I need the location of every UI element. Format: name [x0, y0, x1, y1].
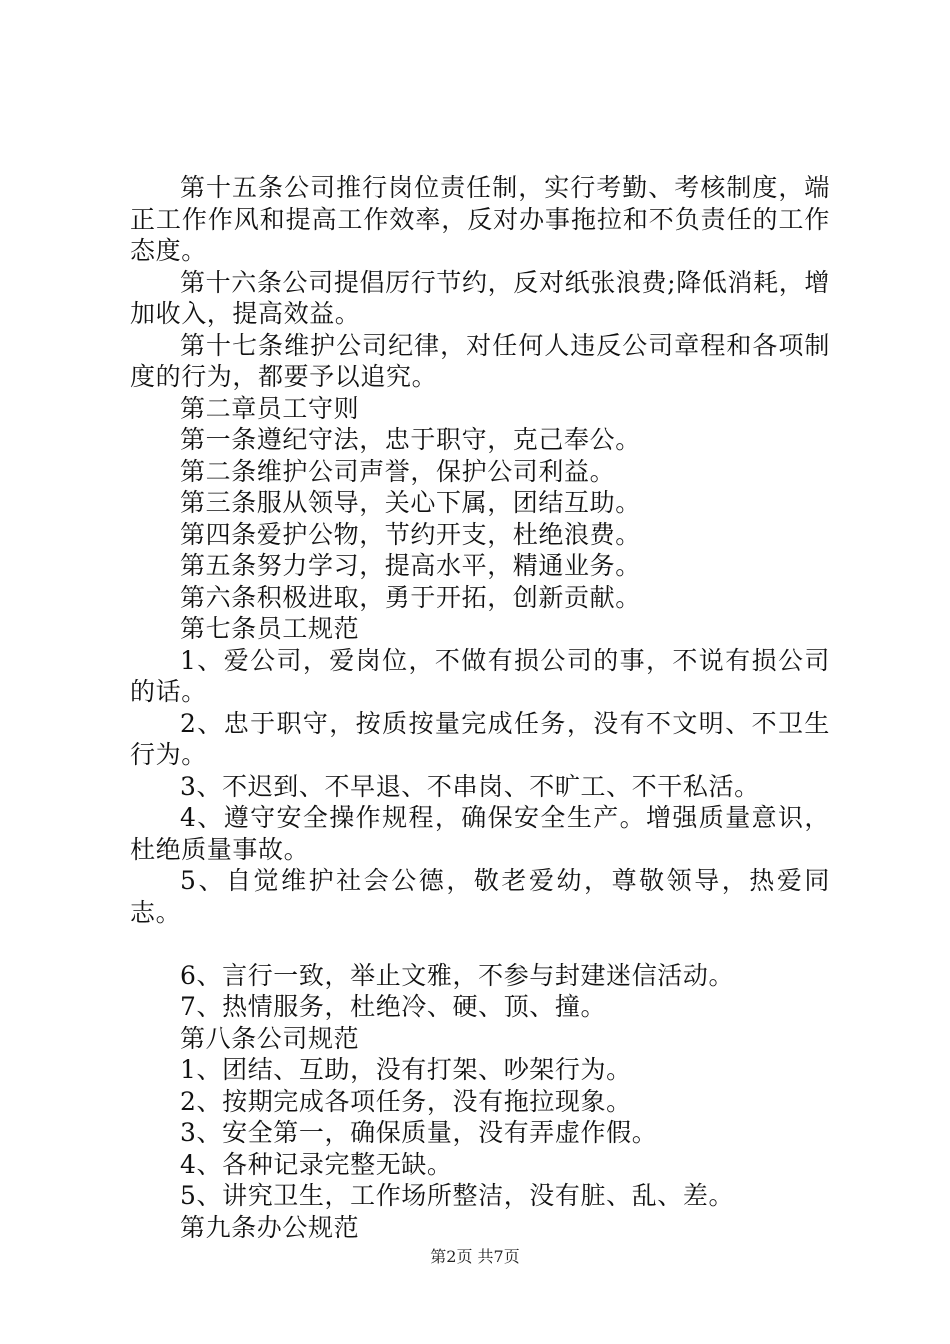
section-heading-employee-norms: 第七条员工规范 [180, 614, 360, 643]
chapter-heading: 第二章员工守则 [180, 393, 360, 423]
list-item-employee-1: 1、爱公司，爱岗位，不做有损公司的事，不说有损公司的话。 [130, 645, 830, 706]
paragraph-article-15: 第十五条公司推行岗位责任制，实行考勤、考核制度，端正工作作风和提高工作效率，反对办事拖拉和不负责任的工作态度。 [130, 173, 830, 265]
paragraph-rule-2: 第二条维护公司声誉，保护公司利益。 [180, 456, 616, 486]
list-item-employee-5: 5、自觉维护社会公德，敬老爱幼，尊敬领导，热爱同志。 [130, 866, 830, 927]
paragraph-rule-5: 第五条努力学习，提高水平，精通业务。 [180, 551, 641, 580]
list-item-company-3: 3、安全第一，确保质量，没有弄虚作假。 [180, 1118, 658, 1147]
section-heading-company-norms: 第八条公司规范 [180, 1023, 360, 1053]
list-item-employee-3: 3、不迟到、不早退、不串岗、不旷工、不干私活。 [180, 771, 760, 801]
list-item-company-4: 4、各种记录完整无缺。 [180, 1149, 453, 1179]
list-item-company-2: 2、按期完成各项任务，没有拖拉现象。 [180, 1086, 632, 1116]
document-body [130, 172, 830, 1243]
paragraph-article-17: 第十七条维护公司纪律，对任何人违反公司章程和各项制度的行为，都要予以追究。 [130, 330, 830, 391]
list-item-company-1: 1、团结、互助，没有打架、吵架行为。 [180, 1055, 632, 1084]
paragraph-rule-6: 第六条积极进取，勇于开拓，创新贡献。 [180, 582, 641, 612]
list-item-employee-4: 4、遵守安全操作规程，确保安全生产。增强质量意识，杜绝质量事故。 [130, 803, 830, 864]
paragraph-article-16: 第十六条公司提倡厉行节约，反对纸张浪费;降低消耗，增加收入，提高效益。 [130, 267, 830, 328]
section-heading-office-norms: 第九条办公规范 [180, 1212, 360, 1242]
list-item-employee-7: 7、热情服务，杜绝冷、硬、顶、撞。 [180, 992, 607, 1021]
paragraph-rule-1: 第一条遵纪守法，忠于职守，克己奉公。 [180, 425, 641, 454]
list-item-employee-6: 6、言行一致，举止文雅，不参与封建迷信活动。 [180, 960, 735, 990]
list-item-employee-2: 2、忠于职守，按质按量完成任务，没有不文明、不卫生行为。 [130, 708, 830, 769]
paragraph-rule-4: 第四条爱护公物，节约开支，杜绝浪费。 [180, 519, 641, 549]
list-item-company-5: 5、讲究卫生，工作场所整洁，没有脏、乱、差。 [180, 1181, 735, 1210]
page-number-footer: 第2页 共7页 [430, 1247, 520, 1266]
paragraph-rule-3: 第三条服从领导，关心下属，团结互助。 [180, 488, 641, 517]
